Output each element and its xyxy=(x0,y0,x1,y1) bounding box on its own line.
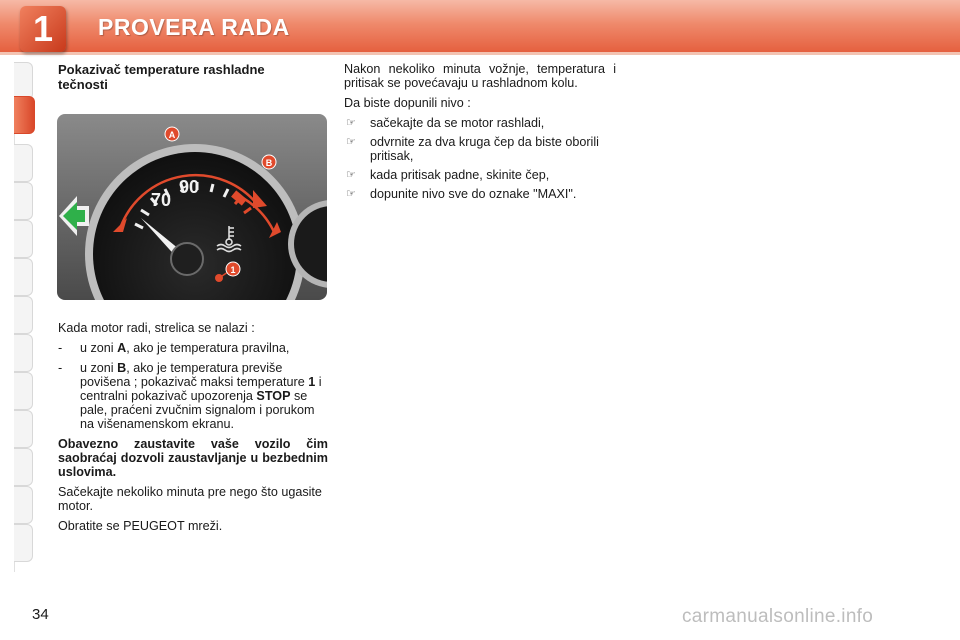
pointing-hand-icon: ☞ xyxy=(346,136,356,148)
pointing-hand-icon: ☞ xyxy=(346,117,356,129)
section-heading: Pokazivač temperature rashladne tečnosti xyxy=(58,62,265,92)
topup-step: ☞ dopunite nivo sve do oznake "MAXI". xyxy=(346,187,577,201)
site-watermark[interactable]: carmanualsonline.info xyxy=(682,606,874,627)
chapter-tab[interactable] xyxy=(14,334,33,372)
left-column-text xyxy=(58,321,328,539)
chapter-tab[interactable] xyxy=(14,448,33,486)
topup-lead: Da biste dopunili nivo : xyxy=(344,96,471,110)
chapter-tab-active[interactable] xyxy=(14,96,35,134)
pointing-hand-icon: ☞ xyxy=(346,188,356,200)
zone-b-item: - u zoni B, ako je temperatura previše povišena ; pokazivač maksi temperature 1 i centralni pokazivač upozorenja STOP se pale, praćeni zvučnim signalom i porukom na višenamenskom ekranu. xyxy=(58,361,322,431)
chapter-tab[interactable] xyxy=(14,524,33,562)
tick-label-70: 70 xyxy=(151,190,172,210)
contact-dealer: Obratite se PEUGEOT mreži. xyxy=(58,519,223,533)
page-number: 34 xyxy=(32,606,49,623)
header-divider xyxy=(0,52,960,55)
topup-step: ☞ sačekajte da se motor rashladi, xyxy=(346,116,545,130)
chapter-tab[interactable] xyxy=(14,296,33,334)
topup-step: ☞ kada pritisak padne, skinite čep, xyxy=(346,168,550,182)
chapter-tab[interactable] xyxy=(14,410,33,448)
chapter-tab[interactable] xyxy=(14,62,33,100)
topup-step: ☞ odvrnite za dva kruga čep da biste oborili pritisak, xyxy=(346,135,599,163)
zone-b-label: B xyxy=(265,158,273,168)
pressure-intro: Nakon nekoliko minuta vožnje, temperatura i pritisak se povećavaju u rashladnom kolu. xyxy=(344,62,616,90)
page-title: PROVERA RADA xyxy=(98,14,290,40)
chapter-number-badge: 1 xyxy=(20,6,66,52)
warning-light-label: 1 xyxy=(230,265,236,275)
wait-instruction: Sačekajte nekoliko minuta pre nego što ugasite motor. xyxy=(58,485,322,513)
running-intro: Kada motor radi, strelica se nalazi : xyxy=(58,321,255,335)
zone-a-item: - u zoni A, ako je temperatura pravilna, xyxy=(58,341,290,355)
chapter-tab[interactable] xyxy=(14,182,33,220)
tick-label-90: 90 xyxy=(179,177,200,197)
zone-a-label: A xyxy=(168,130,176,140)
chapter-tab[interactable] xyxy=(14,258,33,296)
chapter-tab[interactable] xyxy=(14,486,33,524)
chapter-tab[interactable] xyxy=(14,144,33,182)
right-column-text xyxy=(344,62,616,206)
chapter-tab[interactable] xyxy=(14,220,33,258)
needle-hub xyxy=(171,243,203,275)
chapter-tab[interactable] xyxy=(14,372,33,410)
coolant-gauge-illustration xyxy=(57,114,327,300)
pointing-hand-icon: ☞ xyxy=(346,169,356,181)
stop-warning: Obavezno zaustavite vaše vozilo čim saobraćaj dozvoli zaustavljanje u bezbednim uslovima. xyxy=(58,437,328,479)
